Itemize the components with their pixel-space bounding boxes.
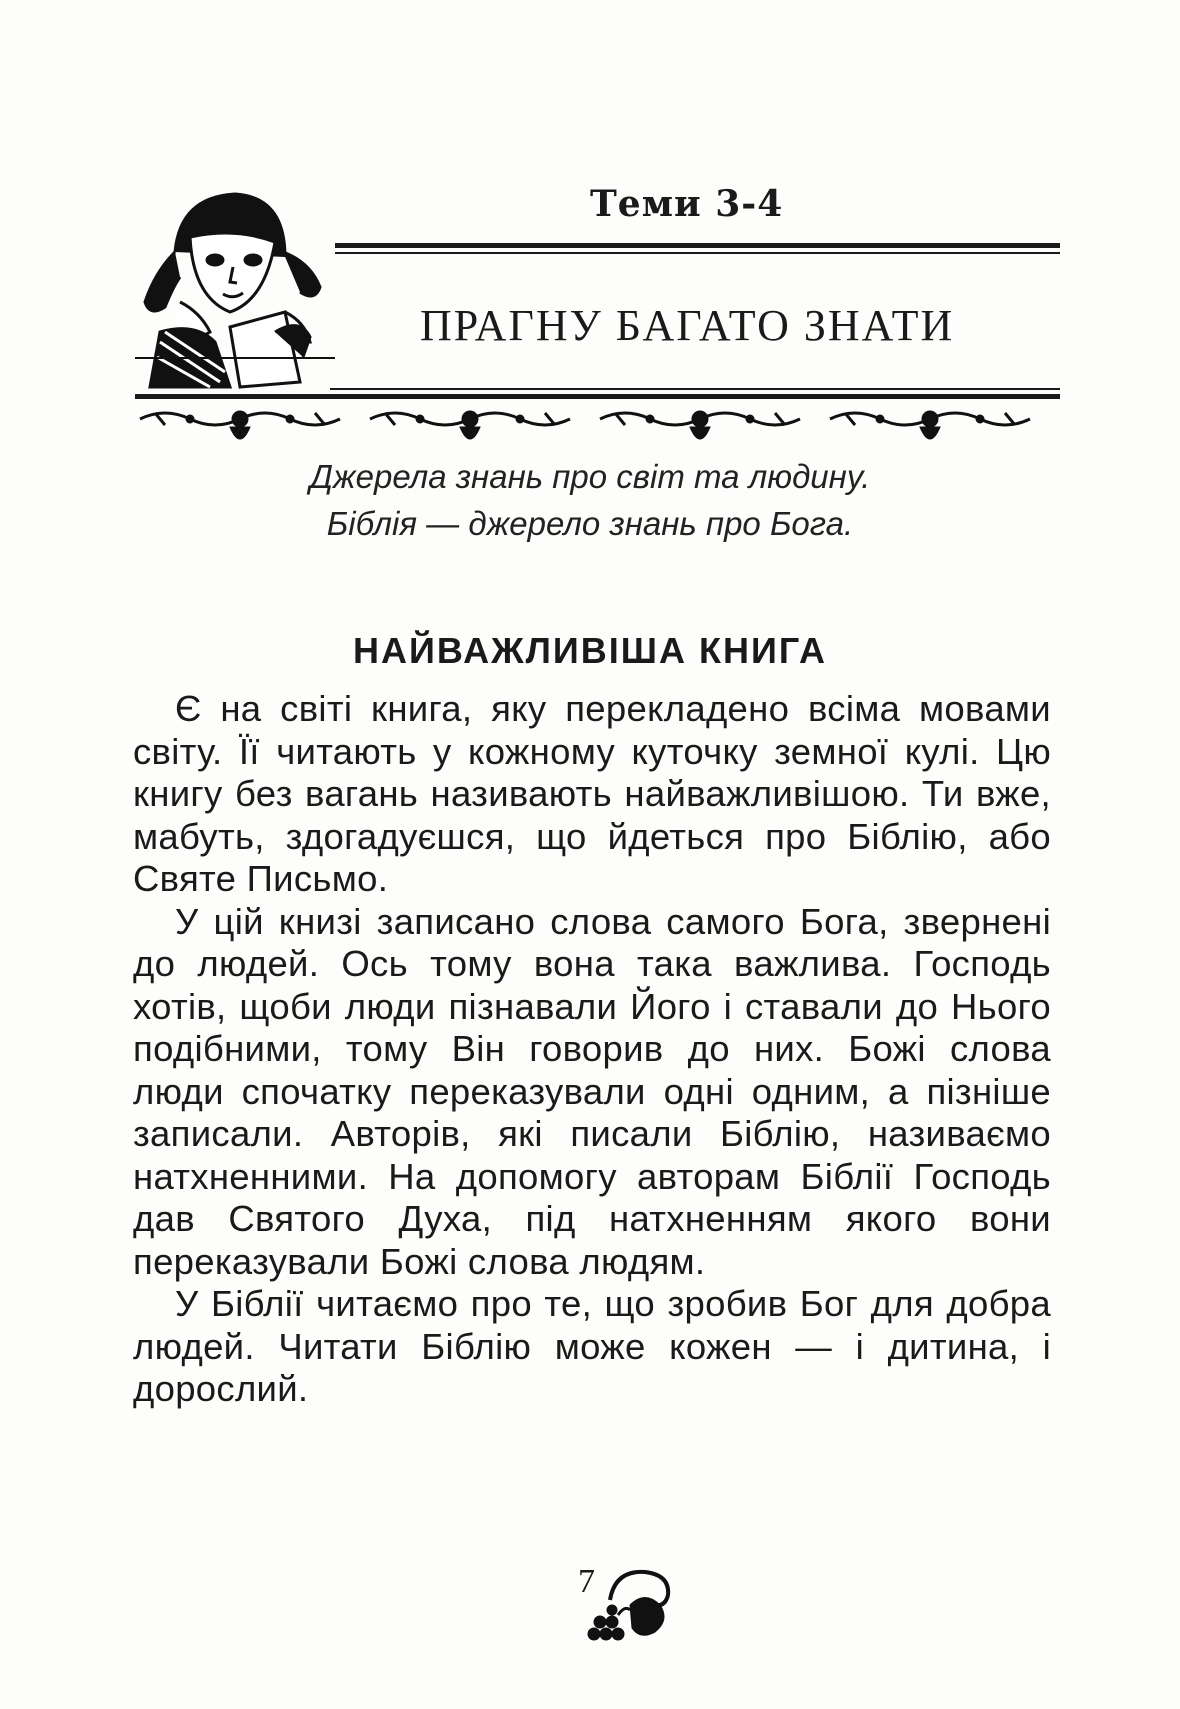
header-rule-bottom-thin [330,388,1060,390]
folk-ornament-border [135,405,1055,451]
paragraph: У цій книзі записано слова самого Бога, звернені до людей. Ось тому вона така важлива. Господь хотів, щоби люди пізнавали Його і ставали до Нього подібними, тому Він говорив до них. Божі слова люди спочатку переказували одні одним, а пізніше записали. Авторів, які писали Біблію, називаємо натхненними. На допомогу авторам Біблії Господь дав Святого Духа, під натхненням якого вони переказували Божі слова людям. [133,900,1051,1282]
paragraph: Є на світі книга, яку перекладено всіма мовами світу. Її читають у кожному куточку земної кулі. Цю книгу без вагань називають найважливішою. Ти вже, мабуть, здогадуєшся, що йдеться про Біблію, або Святе Письмо. [133,688,1051,899]
section-heading: НАЙВАЖЛИВІША КНИГА [353,630,827,671]
header-rule-top [335,243,1060,248]
lesson-title: ПРАГНУ БАГАТО ЗНАТИ [420,301,955,350]
ornament-segment [140,411,340,439]
grapes-ornament-icon [570,1560,690,1645]
header-rule-bottom [135,394,1060,399]
epigraph-line-2: Біблія — джерело знань про Бога. [326,505,854,542]
header-rule-top-thin [335,252,1060,254]
page-number: 7 [578,1563,595,1600]
epigraph-line-1: Джерела знань про світ та людину. [309,458,871,495]
topic-number: Теми 3-4 [590,183,784,225]
body-text [133,688,1051,1411]
paragraph: У Біблії читаємо про те, що зробив Бог для добра людей. Читати Біблію може кожен — і дитина, і дорослий. [133,1283,1051,1409]
girl-reading-illustration [135,182,335,392]
